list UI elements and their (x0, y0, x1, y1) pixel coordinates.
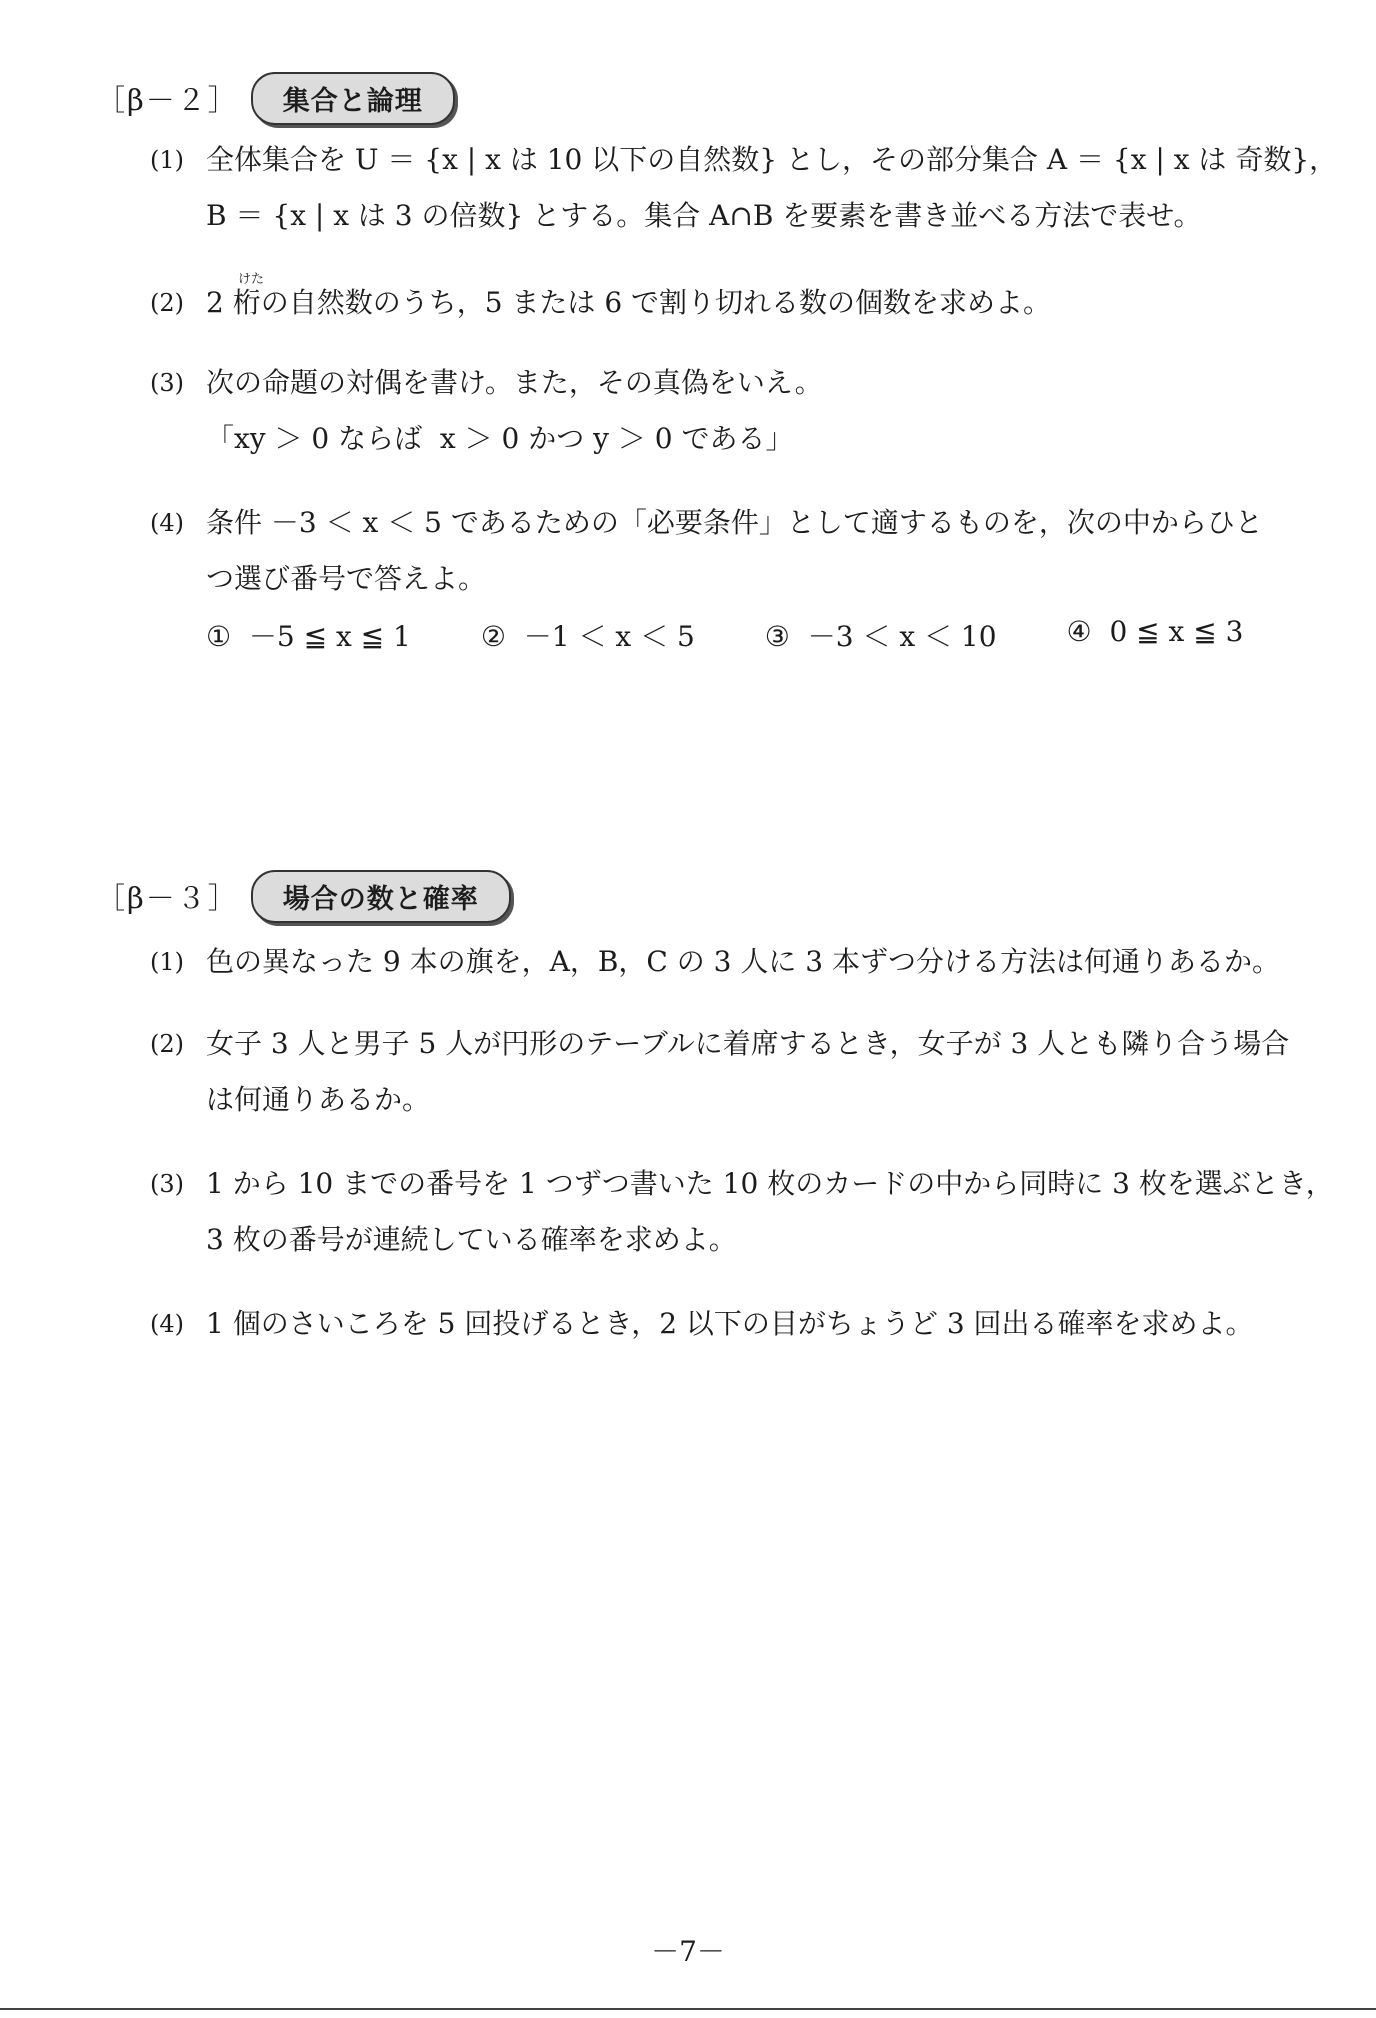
section-number: ［β－３］ (96, 881, 239, 915)
question-text-line1: 条件 －3 ＜ x ＜ 5 であるための「必要条件」として適するものを，次の中からひと (206, 506, 1263, 539)
section-header-beta-2 (96, 72, 455, 125)
section-title: 場合の数と確率 (251, 870, 511, 923)
question-text-line1: 全体集合を U ＝ {x | x は 10 以下の自然数} とし，その部分集合 A ＝ {x | x は 奇数}， (206, 143, 1338, 176)
question-text-line1: 1 個のさいころを 5 回投げるとき，2 以下の目がちょうど 3 回出る確率を求めよ。 (206, 1307, 1254, 1340)
question-number: (2) (150, 1030, 184, 1058)
question-text-line1: 2 桁の自然数のうち，5 または 6 で割り切れる数の個数を求めよ。 (206, 286, 1052, 319)
question-text-line2: つ選び番号で答えよ。 (206, 562, 487, 595)
choice-1: ① －5 ≦ x ≦ 1 (206, 620, 411, 653)
section-number: ［β－２］ (96, 83, 239, 117)
question-number: (3) (150, 369, 184, 397)
choice-2: ② －1 ＜ x ＜ 5 (480, 620, 695, 653)
question-text-line1: 色の異なった 9 本の旗を，A，B，C の 3 人に 3 本ずつ分ける方法は何通りあるか。 (206, 945, 1280, 978)
question-number: (1) (150, 146, 184, 174)
question-text-line2: 3 枚の番号が連続している確率を求めよ。 (206, 1223, 737, 1256)
question-text-line2: B ＝ {x | x は 3 の倍数} とする。集合 A∩B を要素を書き並べる方法で表せ。 (206, 199, 1202, 232)
choice-list (206, 615, 1313, 655)
question-number: (4) (150, 509, 184, 537)
choice-4: ④ 0 ≦ x ≦ 3 (1066, 615, 1244, 648)
question-number: (4) (150, 1310, 184, 1338)
question-text-line1: 1 から 10 までの番号を 1 つずつ書いた 10 枚のカードの中から同時に 3 枚を選ぶとき， (206, 1167, 1334, 1200)
choice-3: ③ －3 ＜ x ＜ 10 (764, 620, 997, 653)
furigana: けた (238, 272, 265, 287)
question-text-line2: 「xy ＞ 0 ならば x ＞ 0 かつ y ＞ 0 である」 (206, 422, 794, 455)
question-text-line1: 次の命題の対偶を書け。また，その真偽をいえ。 (206, 366, 823, 399)
page-number: －7－ (651, 1935, 725, 1968)
question-number: (1) (150, 948, 184, 976)
section-title: 集合と論理 (251, 72, 455, 125)
question-text-line1: 女子 3 人と男子 5 人が円形のテーブルに着席するとき，女子が 3 人とも隣り合う場合 (206, 1027, 1290, 1060)
question-number: (3) (150, 1170, 184, 1198)
section-header-beta-3 (96, 870, 511, 923)
question-number: (2) (150, 289, 184, 317)
bottom-divider (0, 2008, 1376, 2010)
question-text-line2: は何通りあるか。 (206, 1083, 431, 1116)
